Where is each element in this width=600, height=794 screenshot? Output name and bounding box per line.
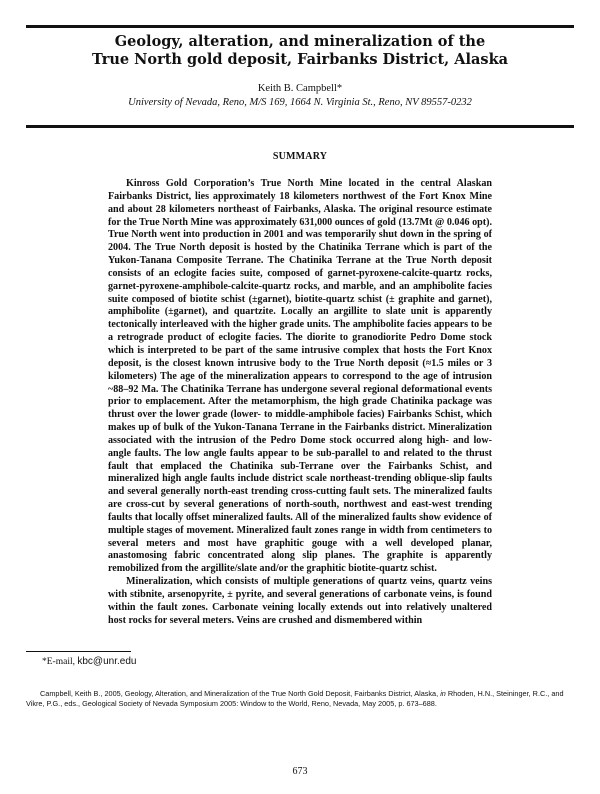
header-bottom-rule	[26, 125, 574, 128]
footnote-label: *E-mail,	[42, 657, 78, 667]
citation-in: in	[440, 689, 446, 698]
citation-part-1: Campbell, Keith B., 2005, Geology, Alteration, and Mineralization of the True North Gold Deposit, Fairbanks District, Alaska,	[40, 689, 441, 698]
header-top-rule	[26, 25, 574, 28]
footnote-email-link[interactable]: kbc@unr.edu	[77, 656, 137, 667]
citation-part-3: Rhoden, H.N., Steininger, R.C., and Vikre, P.G., eds., Geological Society of Nevada Symposium 2005: Window to the World, Reno, Nevada, May 2005, p. 673–688.	[26, 689, 564, 708]
author-affiliation: University of Nevada, Reno, M/S 169, 1664 N. Virginia St., Reno, NV 89557-0232	[128, 97, 472, 108]
summary-body	[108, 178, 492, 628]
section-heading: SUMMARY	[272, 151, 328, 162]
summary-paragraph-2: Mineralization, which consists of multiple generations of quartz veins, quartz veins with stibnite, arsenopyrite, ± pyrite, and several generations of carbonate veins, is found within the fault zones. Carbonate veining locally extends out into relatively unaltered host rocks for several meters. Veins are crushed and dismembered within	[108, 576, 492, 626]
paper-title	[26, 33, 574, 69]
footnote	[42, 656, 136, 667]
title-line-2: True North gold deposit, Fairbanks District, Alaska	[91, 51, 509, 68]
page-number: 673	[292, 766, 308, 777]
citation	[26, 689, 574, 709]
summary-paragraph-1: Kinross Gold Corporation’s True North Mine located in the central Alaskan Fairbanks District, lies approximately 18 kilometers northwest of the Fort Knox Mine and about 28 kilometers northeast of Fairbanks, Alaska. The original resource estimate for the True North Mine was approximately 631,000 ounces of gold (13.7Mt @ 0.046 opt). True North went into production in 2001 and was temporarily shut down in the spring of 2004. The True North deposit is hosted by the Chatinika Terrane which is part of the Yukon-Tanana Composite Terrane. The Chatinika Terrane at the True North deposit consists of an eclogite facies suite, composed of garnet-pyroxene-calcite-quartz rocks, garnet-pyroxene-amphibole-calcite-quartz rocks, and marble, and an amphibolite facies suite composed of biotite schist (±garnet), biotite-quartz schist (± graphite and garnet), amphibolite (±garnet), and quartzite. Locally an argillite to slate unit is apparently tectonically interleaved with the higher grade units. The amphibolite facies appears to be a retrograde product of eclogite facies. The diorite to granodiorite Pedro Dome stock which is interpreted to be part of the same intrusive complex that hosts the Fort Knox deposit, is the closest known intrusive body to the True North deposit (≈1.5 miles or 3 kilometers) The age of the mineralization appears to correspond to the age of intrusion ~88–92 Ma. The Chatinika Terrane has undergone several regional deformational events prior to emplacement. After the metamorphism, the high grade Chatinika package was thrust over the lower grade (lower- to middle-amphibole facies) Fairbanks Schist, which makes up of bulk of the Yukon-Tanana Terrane in the Fairbanks district. Mineralization associated with the intrusion of the Pedro Dome stock occurred along high- and low-angle faults. The low angle faults appear to be sub-parallel to and related to the thrust fault that emplaced the Chatinika sub-Terrane over the Fairbanks Schist, and mineralized high angle faults include district scale northeast-trending oblique-slip faults and several generally north-east trending cross-cutting fault sets. The mineralized faults are cross-cut by several generations of north-south, northwest and east-west trending faults that locally offset mineralized faults. All of the mineralized faults show evidence of multiple stages of movement. Mineralized fault zones range in width from centimeters to several meters and most have graphitic gouge with a well developed planar, anastomosing fabric concentrated along slip planes. The graphite is apparently remobilized from the argillite/slate and/or the graphitic biotite-quartz schist.	[108, 178, 492, 575]
title-line-1: Geology, alteration, and mineralization of the	[114, 33, 486, 50]
footnote-rule	[26, 651, 131, 652]
author-name: Keith B. Campbell*	[257, 83, 343, 94]
